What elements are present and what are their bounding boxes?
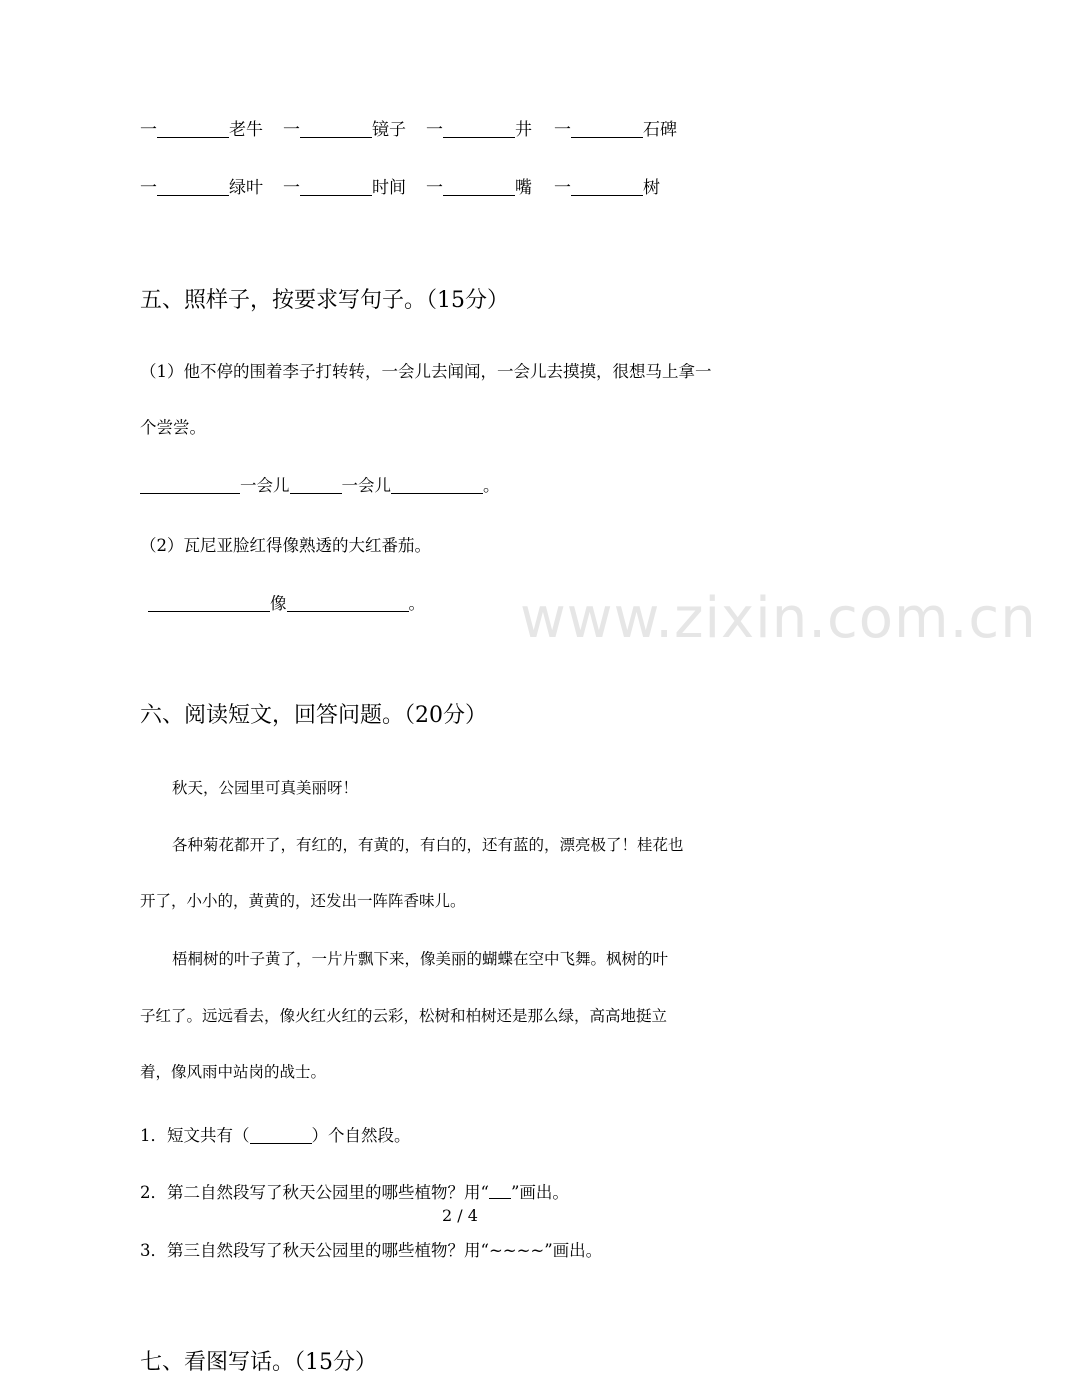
fill-word: 石碑 (643, 120, 677, 140)
answer-blank[interactable] (140, 477, 240, 494)
wavy-mark: ~~~~ (488, 1241, 545, 1260)
fill-blank[interactable] (571, 121, 643, 138)
answer-blank[interactable] (250, 1127, 312, 1144)
section-6-q1 (140, 1125, 1060, 1147)
question-text: 1．短文共有（ (140, 1126, 250, 1145)
section-7-heading: 七、看图写话。（15分） (140, 1350, 377, 1375)
passage-line: 子红了。远远看去，像火红火红的云彩，松树和柏树还是那么绿，高高地挺立 (140, 1007, 668, 1025)
fill-prefix: 一 (554, 178, 571, 198)
fill-blank[interactable] (443, 179, 515, 196)
section-5-heading: 五、照样子，按要求写句子。（15分） (140, 288, 509, 313)
section-6-q2 (140, 1182, 1060, 1204)
question-text: ”画出。 (510, 1183, 569, 1202)
passage-line: 各种菊花都开了，有红的，有黄的，有白的，还有蓝的，漂亮极了！桂花也 (172, 836, 684, 854)
page-number: 2 / 4 (442, 1206, 478, 1225)
answer-end: 。 (483, 476, 500, 495)
answer-blank[interactable] (287, 595, 409, 612)
fill-word: 绿叶 (229, 178, 263, 198)
fill-prefix: 一 (283, 178, 300, 198)
passage-line: 开了，小小的，黄黄的，还发出一阵阵香味儿。 (140, 892, 466, 910)
answer-connector: 像 (270, 594, 287, 613)
answer-connector: 一会儿 (341, 476, 391, 495)
fill-blank[interactable] (571, 179, 643, 196)
fill-blank[interactable] (157, 179, 229, 196)
fill-blank[interactable] (300, 179, 372, 196)
passage-line: 秋天，公园里可真美丽呀！ (172, 779, 359, 797)
section-6-q3 (140, 1240, 1060, 1262)
answer-connector: 一会儿 (240, 476, 290, 495)
fill-prefix: 一 (554, 120, 571, 140)
fill-row-1 (140, 119, 1060, 141)
answer-blank[interactable] (290, 477, 342, 494)
fill-word: 井 (515, 120, 532, 140)
fill-row-2 (140, 177, 1060, 199)
fill-prefix: 一 (140, 178, 157, 198)
question-text: ”画出。 (544, 1241, 603, 1260)
fill-blank[interactable] (157, 121, 229, 138)
underline-mark (489, 1184, 511, 1199)
fill-blank[interactable] (443, 121, 515, 138)
fill-word: 树 (643, 178, 660, 198)
fill-word: 老牛 (229, 120, 263, 140)
fill-blank[interactable] (300, 121, 372, 138)
fill-word: 嘴 (515, 178, 532, 198)
fill-prefix: 一 (283, 120, 300, 140)
answer-end: 。 (408, 594, 425, 613)
section-5-q1-line2: 个尝尝。 (140, 418, 206, 437)
fill-word: 时间 (372, 178, 406, 198)
section-5-q2-answer (148, 593, 1068, 615)
section-5-q1-line1: （1）他不停的围着李子打转转，一会儿去闻闻，一会儿去摸摸，很想马上拿一 (140, 362, 712, 381)
fill-prefix: 一 (426, 178, 443, 198)
answer-blank[interactable] (391, 477, 483, 494)
fill-word: 镜子 (372, 120, 406, 140)
passage-line: 梧桐树的叶子黄了，一片片飘下来，像美丽的蝴蝶在空中飞舞。枫树的叶 (172, 950, 669, 968)
fill-prefix: 一 (140, 120, 157, 140)
passage-line: 着，像风雨中站岗的战士。 (140, 1063, 327, 1081)
question-text: ）个自然段。 (311, 1126, 411, 1145)
section-6-heading: 六、阅读短文，回答问题。（20分） (140, 703, 487, 728)
section-5-q2-line: （2）瓦尼亚脸红得像熟透的大红番茄。 (140, 536, 431, 555)
question-text: 3．第三自然段写了秋天公园里的哪些植物？用“ (140, 1241, 489, 1260)
question-text: 2．第二自然段写了秋天公园里的哪些植物？用“ (140, 1183, 489, 1202)
fill-prefix: 一 (426, 120, 443, 140)
section-5-q1-answer (140, 475, 1060, 497)
watermark: www.zixin.com.cn (520, 586, 1037, 651)
answer-blank[interactable] (148, 595, 270, 612)
